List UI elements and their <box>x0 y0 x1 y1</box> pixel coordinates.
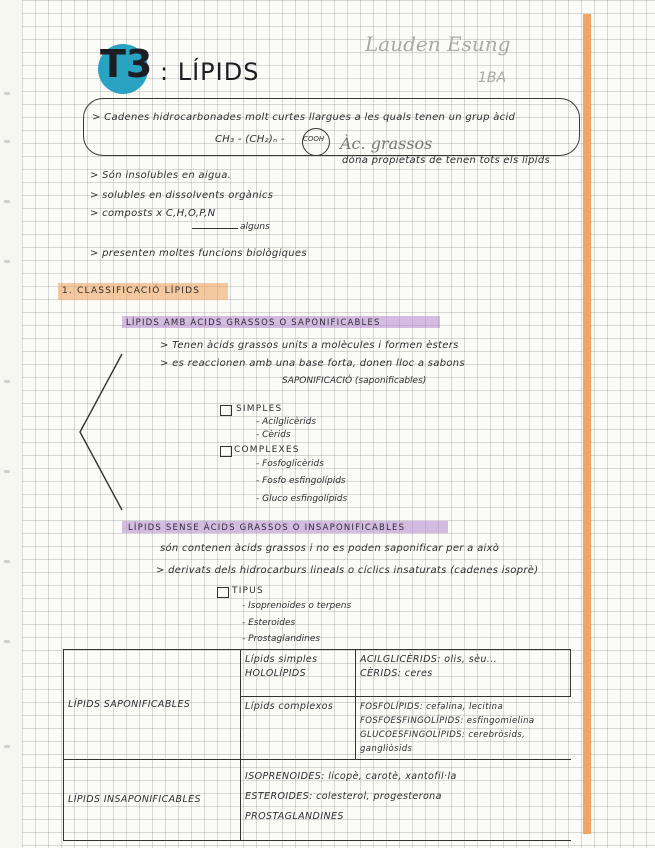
saponifiable-line: > Tenen àcids grassos units a molècules i formen èsters <box>160 340 459 351</box>
page-title: : LÍPIDS <box>160 58 260 86</box>
table-cell <box>241 650 356 697</box>
saponifiable-line: > es reaccionen amb una base forta, donen lloc a sabons <box>160 358 465 369</box>
tipus-item: - Esteroides <box>242 618 296 628</box>
table-desc: CÈRIDS: ceres <box>360 668 433 679</box>
orange-edge-stripe <box>583 14 591 834</box>
tipus-item: - Prostaglandines <box>242 634 321 644</box>
simples-item: - Cèrids <box>256 430 291 440</box>
table-sub-label: Lípids complexos <box>245 701 334 712</box>
property-line: > composts x C,H,O,P,N <box>90 208 216 219</box>
table-desc: ACILGLICÈRIDS: olis, sèu... <box>360 654 498 665</box>
subsection-title: LÍPIDS AMB ÀCIDS GRASSOS O SAPONIFICABLES <box>126 318 381 328</box>
table-desc: FOSFOLÍPIDS: cefalina, lecitina <box>360 702 504 712</box>
arrow-line <box>192 228 238 229</box>
checkbox-icon <box>220 446 232 457</box>
property-line: > solubles en dissolvents orgànics <box>90 190 274 201</box>
simples-label: SIMPLES <box>236 404 283 414</box>
author-name: Lauden Esung <box>365 32 511 56</box>
table-desc: FOSFOESFINGOLÍPIDS: esfingomielina <box>360 716 535 726</box>
table-cell <box>241 760 571 841</box>
table-desc: PROSTAGLANDINES <box>245 811 344 822</box>
table-row-label: LÍPIDS INSAPONIFICABLES <box>68 794 201 805</box>
compose-note: alguns <box>240 222 270 232</box>
table-cell <box>64 760 241 841</box>
complexes-label: COMPLEXES <box>234 445 300 455</box>
table-row-label: LÍPIDS SAPONIFICABLES <box>68 698 191 710</box>
table-cell <box>64 650 241 760</box>
checkbox-icon <box>220 405 232 416</box>
page-margin <box>0 0 22 848</box>
definition-box <box>83 98 580 156</box>
classification-table <box>63 649 571 841</box>
subsection-title: LÍPIDS SENSE ÀCIDS GRASSOS O INSAPONIFICABLES <box>128 523 406 533</box>
table-desc: ESTEROIDES: colesterol, progesterona <box>245 791 442 802</box>
complexes-item: - Fosfoglicèrids <box>256 459 324 469</box>
section-title: 1. CLASSIFICACIÓ LÍPIDS <box>62 286 201 296</box>
checkbox-icon <box>217 587 229 598</box>
table-cell <box>356 697 571 760</box>
definition-line: > Cadenes hidrocarbonades molt curtes llargues a les quals tenen un grup àcid <box>92 112 516 123</box>
complexes-item: - Fosfo esfingolípids <box>256 476 346 486</box>
saponifiable-line: SAPONIFICACIÓ (saponificables) <box>282 376 427 386</box>
formula-text: CH₃ - (CH₂)ₙ - <box>215 134 285 145</box>
insaponifiable-line: > derivats dels hidrocarburs lineals o cíclics insaturats (cadenes isoprè) <box>156 565 539 576</box>
complexes-item: - Gluco esfingolípids <box>256 494 348 504</box>
table-desc: GLUCOESFINGOLÍPIDS: cerebròsids, gangliòsids <box>360 730 526 754</box>
table-desc: ISOPRENOIDES: licopè, carotè, xantofil·la <box>245 771 457 782</box>
tipus-item: - Isoprenoides o terpens <box>242 601 352 611</box>
table-sub-label: Lípids simples HOLOLÍPIDS <box>245 654 318 679</box>
tipus-label: TIPUS <box>232 586 264 596</box>
simples-item: - Acilglicèrids <box>256 417 317 427</box>
title-number: T3 <box>100 42 153 86</box>
table-cell <box>356 650 571 697</box>
definition-note: dóna propietats de tenen tots els lípids <box>342 155 550 166</box>
course-label: 1BA <box>478 70 507 86</box>
property-line: > presenten moltes funcions biològiques <box>90 248 307 259</box>
fatty-acid-label: Àc. grassos <box>340 134 433 153</box>
insaponifiable-line: són contenen àcids grassos i no es poden saponificar per a això <box>160 543 500 554</box>
table-cell <box>241 697 356 760</box>
brace-bracket <box>78 352 124 512</box>
cooh-label: COOH <box>303 135 325 143</box>
property-line: > Són insolubles en aigua. <box>90 170 232 181</box>
